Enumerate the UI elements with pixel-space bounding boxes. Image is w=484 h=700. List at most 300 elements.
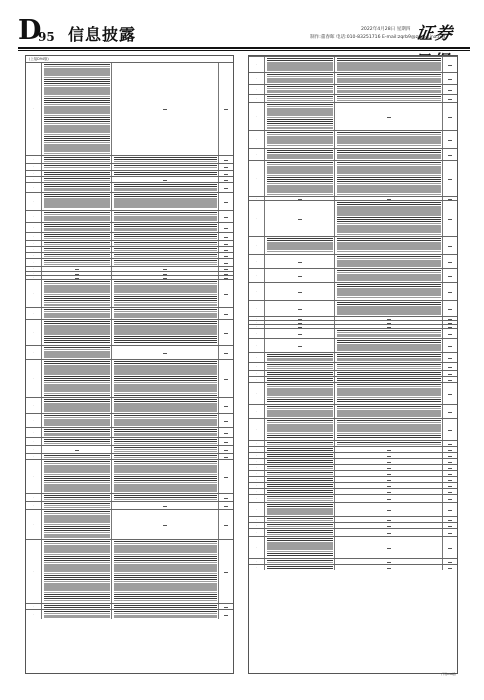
status-cell [219,211,233,222]
original-clause-cell [265,255,335,268]
empty-clause-mark [387,456,391,457]
row-number-mark: · [256,447,257,451]
clause-text-block [44,415,110,426]
status-mark [448,548,452,549]
status-cell [219,494,233,501]
row-number-cell [249,201,265,236]
status-mark [224,457,228,458]
table-row [249,102,457,130]
status-mark [448,380,452,381]
row-number-cell [249,283,265,300]
row-number-mark: · [256,441,257,445]
table-row [249,84,457,94]
revised-clause-cell [112,193,219,210]
table-row [249,300,457,316]
table-row [26,319,233,345]
status-cell [443,95,457,102]
status-cell [219,460,233,493]
revised-clause-cell [335,283,443,300]
original-clause-cell [42,360,112,397]
revised-clause-cell [112,610,219,619]
status-mark [448,412,452,413]
original-clause-cell [42,398,112,413]
status-mark [224,167,228,168]
revised-clause-cell [335,161,443,196]
status-mark [448,219,452,220]
original-clause-cell [42,510,112,539]
clause-text-block [114,260,217,265]
status-mark [448,99,452,100]
status-mark [448,394,452,395]
clause-text-block [267,504,333,515]
revised-clause-cell [112,346,219,359]
original-clause-cell [265,537,335,558]
row-number-mark: · [33,474,34,478]
revised-clause-cell [112,510,219,539]
row-number-mark: · [256,477,257,481]
status-mark [224,174,228,175]
row-number-mark: · [256,507,257,511]
clause-text-block [44,260,110,265]
row-number-mark: · [256,289,257,293]
status-cell [443,283,457,300]
table-row [26,182,233,192]
status-mark [224,477,228,478]
status-cell [443,495,457,502]
status-mark [448,334,452,335]
status-mark [224,333,228,334]
status-mark [224,433,228,434]
row-number-cell [26,502,42,509]
row-number-mark: · [256,355,257,359]
row-number-mark: · [256,137,257,141]
continued-from-caption: (上接D94版) [29,57,49,61]
empty-clause-mark [387,548,391,549]
status-cell [443,339,457,352]
row-number-mark: · [33,185,34,189]
clause-text-block [114,361,217,396]
empty-clause-mark [387,499,391,500]
clause-text-block [44,399,110,412]
row-number-cell [249,329,265,338]
empty-clause-mark [387,520,391,521]
row-number-mark: · [256,321,257,324]
status-mark [448,346,452,347]
revised-clause-cell [335,85,443,94]
original-clause-cell [265,495,335,502]
row-number-cell [249,405,265,418]
table-row [26,279,233,307]
clause-text-block [44,461,110,492]
revised-clause-cell [335,495,443,502]
empty-clause-mark [387,526,391,527]
original-clause-cell [42,494,112,501]
empty-clause-mark [75,450,79,451]
row-number-cell [26,156,42,163]
row-number-cell [26,63,42,155]
original-clause-cell [265,57,335,72]
table-row [249,404,457,418]
clause-text-block [267,384,333,403]
clause-text-block [337,202,441,235]
row-number-cell [26,540,42,603]
row-number-mark: · [256,152,257,156]
status-cell [219,280,233,307]
clause-text-block [114,212,217,221]
status-cell [219,428,233,437]
row-number-mark: · [33,199,34,203]
row-number-mark: · [33,267,34,271]
status-cell [219,610,233,619]
original-clause-cell [265,565,335,570]
status-cell [219,156,233,163]
table-row [249,418,457,440]
row-number-mark: · [256,87,257,91]
empty-clause-mark [75,269,79,270]
status-mark [224,442,228,443]
clause-text-block [337,96,441,101]
original-clause-cell [42,308,112,319]
row-number-mark: · [256,197,257,200]
clause-text-block [44,611,110,618]
empty-clause-mark [298,219,302,220]
status-cell [443,529,457,536]
clause-text-block [267,96,333,101]
status-cell [443,149,457,160]
status-mark [448,276,452,277]
status-mark [224,188,228,189]
original-clause-cell [265,301,335,316]
status-mark [448,117,452,118]
masthead [18,15,470,50]
issue-date: 2022年4月28日 星期四 [361,27,411,32]
revised-clause-cell [335,537,443,558]
clause-text-block [267,566,333,569]
revised-clause-cell [335,353,443,362]
empty-clause-mark [387,474,391,475]
revised-clause-cell [335,383,443,404]
clause-text-block [44,455,110,458]
clause-text-block [44,605,110,608]
status-cell [443,503,457,516]
table-row [249,564,457,570]
clause-text-block [337,340,441,351]
original-clause-cell [265,283,335,300]
page-letter: D [18,15,42,46]
table-row [249,94,457,102]
revised-clause-cell [335,57,443,72]
clause-text-block [114,194,217,209]
clause-text-block [114,399,217,412]
status-mark [448,526,452,527]
revised-clause-cell [112,223,219,232]
original-clause-cell [265,85,335,94]
clause-text-block [44,194,110,209]
clause-text-block [267,484,333,487]
clause-text-block [267,454,333,457]
status-mark [224,607,228,608]
row-number-cell [26,223,42,232]
clause-text-block [267,74,333,83]
row-number-mark: · [33,454,34,458]
clause-text-block [114,541,217,602]
row-number-mark: · [256,364,257,368]
status-cell [219,223,233,232]
table-row [26,397,233,413]
status-cell [219,183,233,192]
status-cell [443,405,457,418]
clause-text-block [44,254,110,257]
table-row [249,494,457,502]
status-cell [219,308,233,319]
revised-clause-cell [335,503,443,516]
table-row [26,192,233,210]
original-clause-cell [265,269,335,282]
table-row [249,72,457,84]
clause-text-block [337,256,441,267]
status-mark [448,510,452,511]
status-mark [448,262,452,263]
clause-text-block [267,460,333,463]
status-mark [448,562,452,563]
status-mark [448,246,452,247]
clause-text-block [267,472,333,475]
empty-clause-mark [387,568,391,569]
row-number-mark: · [256,62,257,66]
status-mark [224,237,228,238]
status-mark [224,353,228,354]
masthead-rule-thin [18,50,470,51]
table-row [26,609,233,619]
status-mark [448,430,452,431]
original-clause-cell [42,414,112,427]
revised-clause-cell [335,363,443,370]
revised-clause-cell [335,329,443,338]
clause-text-block [337,378,441,381]
revised-clause-cell [112,63,219,155]
row-number-mark: · [256,483,257,487]
status-cell [443,73,457,84]
continued-to-caption: (下转D96版) [441,673,457,676]
clause-text-block [44,361,110,396]
clause-text-block [44,309,110,318]
revised-clause-cell [112,398,219,413]
row-number-cell [26,414,42,427]
row-number-mark: · [256,96,257,100]
status-mark [448,65,452,66]
status-mark [224,450,228,451]
status-cell [219,193,233,210]
clause-text-block [44,234,110,239]
status-mark [448,292,452,293]
clause-text-block [337,284,441,299]
row-number-cell [249,503,265,516]
row-number-mark: · [256,216,257,220]
row-number-mark: · [256,517,257,521]
empty-clause-mark [387,468,391,469]
status-mark [224,314,228,315]
clause-text-block [337,420,441,439]
table-row [249,502,457,516]
row-number-cell [26,320,42,345]
original-clause-cell [42,280,112,307]
status-cell [219,259,233,266]
original-clause-cell [42,193,112,210]
original-clause-cell [265,419,335,440]
clause-text-block [267,354,333,361]
table-row [249,282,457,300]
row-number-mark: · [256,371,257,375]
empty-clause-mark [387,533,391,534]
status-cell [443,419,457,440]
row-number-cell [26,460,42,493]
revised-clause-cell [335,237,443,254]
status-mark [224,615,228,616]
clause-text-block [267,406,333,417]
original-clause-cell [42,460,112,493]
original-clause-cell [265,161,335,196]
row-number-mark: · [256,377,257,381]
original-clause-cell [42,346,112,359]
row-number-mark: · [256,471,257,475]
original-clause-cell [265,149,335,160]
status-mark [224,217,228,218]
revised-clause-cell [335,419,443,440]
original-clause-cell [42,428,112,437]
empty-clause-mark [298,262,302,263]
table-row [249,328,457,338]
clause-text-block [267,448,333,451]
clause-text-block [44,511,110,538]
row-number-mark: · [33,604,34,608]
empty-clause-mark [387,492,391,493]
row-number-cell [249,495,265,502]
clause-text-block [44,321,110,344]
revised-clause-cell [112,320,219,345]
row-number-cell [249,85,265,94]
row-number-mark: · [256,496,257,500]
status-cell [219,510,233,539]
row-number-mark: · [33,376,34,380]
row-number-mark: · [256,273,257,277]
original-clause-cell [42,320,112,345]
status-mark [224,506,228,507]
status-cell [443,565,457,570]
clause-text-block [44,281,110,306]
row-number-cell [249,383,265,404]
status-mark [224,244,228,245]
row-number-mark: · [256,391,257,395]
row-number-cell [26,438,42,445]
status-mark [448,309,452,310]
original-clause-cell [42,183,112,192]
original-clause-cell [42,446,112,453]
revised-clause-cell [112,494,219,501]
row-number-mark: · [33,330,34,334]
original-clause-cell [265,131,335,148]
table-row [26,210,233,222]
original-clause-cell [42,223,112,232]
row-number-cell [26,259,42,266]
row-number-mark: · [256,523,257,527]
clause-text-block [267,104,333,129]
clause-text-block [114,455,217,458]
empty-clause-mark [387,462,391,463]
disclosure-table-left [25,55,234,674]
status-cell [443,329,457,338]
table-row [26,509,233,539]
table-row [26,232,233,240]
row-number-cell [249,255,265,268]
row-number-cell [26,308,42,319]
clause-text-block [44,178,110,181]
original-clause-cell [42,156,112,163]
status-mark [224,421,228,422]
table-row [26,437,233,445]
status-mark [448,358,452,359]
status-mark [224,498,228,499]
original-clause-cell [42,259,112,266]
table-row [249,130,457,148]
table-row [249,148,457,160]
row-number-cell [26,183,42,192]
row-number-mark: · [256,427,257,431]
clause-text-block [337,406,441,417]
revised-clause-cell [335,73,443,84]
table-row [26,459,233,493]
row-number-mark: · [256,489,257,493]
row-number-mark: · [256,459,257,463]
revised-clause-cell [335,201,443,236]
empty-clause-mark [298,309,302,310]
row-number-cell [249,161,265,196]
clause-text-block [337,132,441,147]
table-row [26,427,233,437]
original-clause-cell [42,233,112,240]
row-number-mark: · [33,522,34,526]
status-cell [443,255,457,268]
status-cell [443,301,457,316]
clause-text-block [267,530,333,535]
clause-text-block [114,184,217,191]
row-number-mark: · [33,241,34,245]
row-number-mark: · [33,260,34,264]
revised-clause-cell [335,565,443,570]
row-number-mark: · [33,430,34,434]
row-number-mark: · [256,409,257,413]
revised-clause-cell [112,156,219,163]
row-number-cell [249,237,265,254]
row-number-mark: · [33,439,34,443]
status-mark [224,180,228,181]
clause-text-block [267,524,333,527]
table-row [26,222,233,232]
clause-text-block [44,495,110,500]
row-number-cell [249,149,265,160]
revised-clause-cell [112,438,219,445]
revised-clause-cell [112,233,219,240]
row-number-mark: · [33,214,34,218]
clause-text-block [337,238,441,253]
clause-text-block [114,254,217,257]
clause-text-block [267,58,333,71]
original-clause-cell [265,353,335,362]
original-clause-cell [265,73,335,84]
clause-text-block [44,184,110,191]
empty-clause-mark [298,292,302,293]
clause-text-block [114,605,217,608]
clause-text-block [114,172,217,175]
